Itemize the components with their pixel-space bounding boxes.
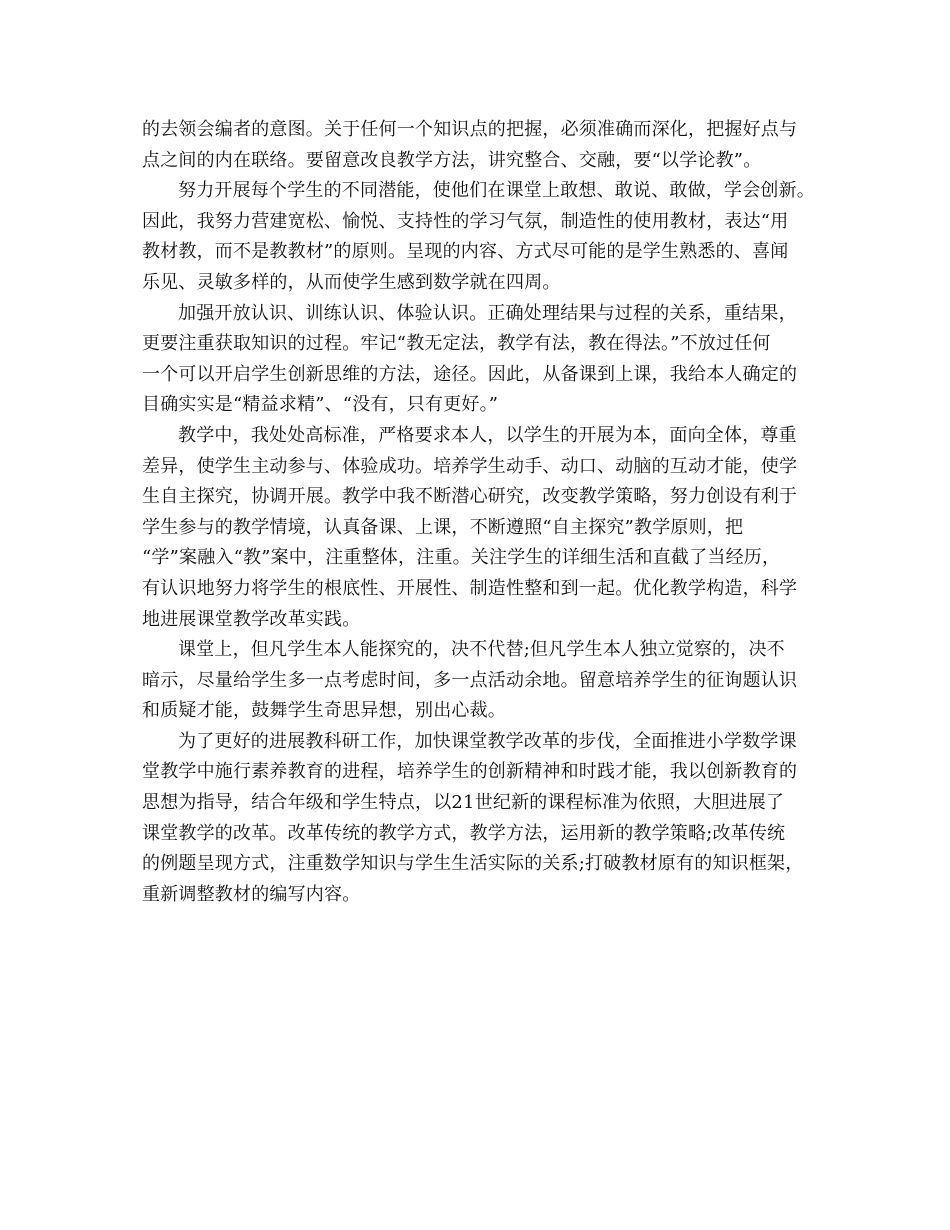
text-line: 目确实实是“精益求精”、“没有，只有更好。” bbox=[142, 394, 499, 416]
text-line: 思想为指导，结合年级和学生特点，以21世纪新的课程标准为依照，大胆进展了 bbox=[142, 792, 785, 814]
text-line: 教学中，我处处高标准，严格要求本人，以学生的开展为本，面向全体，尊重 bbox=[178, 424, 797, 446]
text-line: 更要注重获取知识的过程。牢记“教无定法，教学有法，教在得法。”不放过任何 bbox=[142, 333, 771, 355]
text-line: “学”案融入“教”案中，注重整体，注重。关注学生的详细生活和直截了当经历， bbox=[142, 547, 781, 569]
text-line: 一个可以开启学生创新思维的方法，途径。因此，从备课到上课，我给本人确定的 bbox=[142, 363, 798, 385]
text-line: 地进展课堂教学改革实践。 bbox=[142, 608, 361, 630]
text-line: 点之间的内在联络。要留意改良教学方法，讲究整合、交融，要“以学论教”。 bbox=[142, 149, 762, 171]
text-line: 为了更好的进展教科研工作，加快课堂教学改革的步伐，全面推进小学数学课 bbox=[178, 730, 797, 752]
text-line: 重新调整教材的编写内容。 bbox=[142, 883, 361, 905]
text-line: 努力开展每个学生的不同潜能，使他们在课堂上敢想、敢说、敢做，学会创新。 bbox=[178, 180, 815, 202]
text-line: 的去领会编者的意图。关于任何一个知识点的把握，必须准确而深化，把握好点与 bbox=[142, 119, 798, 140]
text-line: 暗示，尽量给学生多一点考虑时间，多一点活动余地。留意培养学生的征询题认识 bbox=[142, 669, 798, 691]
text-line: 课堂上，但凡学生本人能探究的，决不代替;但凡学生本人独立觉察的，决不 bbox=[178, 639, 785, 661]
text-line: 乐见、灵敏多样的，从而使学生感到数学就在四周。 bbox=[142, 271, 561, 293]
text-line: 堂教学中施行素养教育的进程，培养学生的创新精神和时践才能，我以创新教育的 bbox=[142, 761, 798, 783]
text-line: 和质疑才能，鼓舞学生奇思异想，别出心裁。 bbox=[142, 700, 506, 722]
text-line: 加强开放认识、训练认识、体验认识。正确处理结果与过程的关系，重结果， bbox=[178, 302, 797, 324]
text-line: 教材教，而不是教教材”的原则。呈现的内容、方式尽可能的是学生熟悉的、喜闻 bbox=[142, 241, 789, 263]
text-line: 生自主探究，协调开展。教学中我不断潜心研究，改变教学策略，努力创设有利于 bbox=[142, 486, 798, 508]
text-line: 差异，使学生主动参与、体验成功。培养学生动手、动口、动脑的互动才能，使学 bbox=[142, 455, 798, 477]
text-line: 有认识地努力将学生的根底性、开展性、制造性整和到一起。优化教学构造，科学 bbox=[142, 577, 798, 599]
text-line: 学生参与的教学情境，认真备课、上课，不断遵照“自主探究”教学原则，把 bbox=[142, 516, 744, 538]
body-text bbox=[142, 115, 822, 910]
text-line: 的例题呈现方式，注重数学知识与学生生活实际的关系;打破教材原有的知识框架， bbox=[142, 853, 804, 875]
text-line: 课堂教学的改革。改革传统的教学方式，教学方法，运用新的教学策略;改革传统 bbox=[142, 822, 786, 844]
text-line: 因此，我努力营建宽松、愉悦、支持性的学习气氛，制造性的使用教材，表达“用 bbox=[142, 210, 789, 232]
